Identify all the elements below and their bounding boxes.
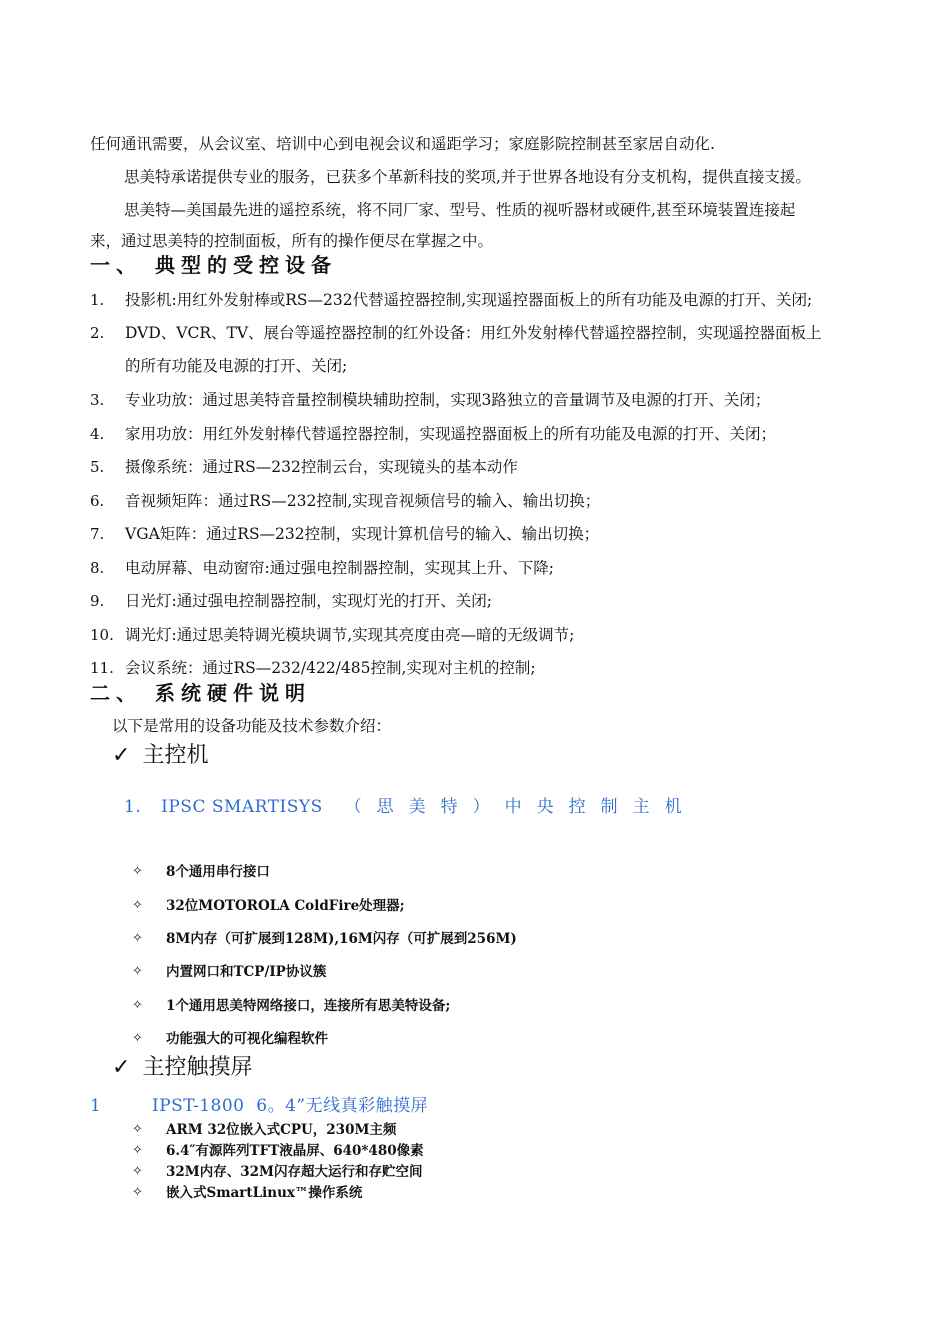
heading-text: 主控触摸屏 xyxy=(142,1055,253,1080)
item-text: VGA矩阵：通过RS—232控制，实现计算机信号的输入、输出切换； xyxy=(125,525,600,543)
item-text-continued: 的所有功能及电源的打开、关闭; xyxy=(125,357,348,375)
item-number: 11. xyxy=(90,659,114,677)
section-2-intro: 以下是常用的设备功能及技术参数介绍： xyxy=(112,717,392,735)
feature-text: 32位MOTOROLA ColdFire处理器; xyxy=(166,898,405,914)
touch-screen-model xyxy=(90,1094,429,1118)
feature-text: ARM 32位嵌入式CPU，230M主频 xyxy=(166,1122,397,1138)
feature-text: 嵌入式SmartLinux™操作系统 xyxy=(166,1185,363,1201)
item-number: 9. xyxy=(90,592,105,610)
item-text: 调光灯:通过思美特调光模块调节,实现其亮度由亮—暗的无级调节; xyxy=(125,626,575,644)
sparkle-bullet-icon: ✧ xyxy=(132,931,143,946)
item-text: 电动屏幕、电动窗帘:通过强电控制器控制，实现其上升、下降; xyxy=(125,559,554,577)
item-number: 8. xyxy=(90,559,105,577)
sparkle-bullet-icon: ✧ xyxy=(132,1122,143,1137)
heading-text: 主控机 xyxy=(142,743,209,768)
model-name: IPSC SMARTISYS xyxy=(161,797,323,817)
intro-line-1: 任何通讯需要，从会议室、培训中心到电视会议和遥距学习；家庭影院控制甚至家居自动化. xyxy=(90,135,715,153)
feature-text: 8M内存（可扩展到128M),16M闪存（可扩展到256M) xyxy=(166,931,517,947)
feature-text: 功能强大的可视化编程软件 xyxy=(166,1031,328,1047)
item-text: 专业功放：通过思美特音量控制模块辅助控制，实现3路独立的音量调节及电源的打开、关闭； xyxy=(125,391,771,409)
intro-line-3: 思美特—美国最先进的遥控系统，将不同厂家、型号、性质的视听器材或硬件,甚至环境装置连接起 xyxy=(124,201,796,219)
item-text: 音视频矩阵：通过RS—232控制,实现音视频信号的输入、输出切换； xyxy=(125,492,601,510)
checkmark-icon: ✓ xyxy=(112,1055,131,1080)
feature-text: 1个通用思美特网络接口，连接所有思美特设备; xyxy=(166,998,451,1014)
item-text: 会议系统：通过RS—232/422/485控制,实现对主机的控制; xyxy=(125,659,536,677)
feature-text: 6.4″有源阵列TFT液晶屏、640*480像素 xyxy=(166,1143,424,1159)
section-2-title: 二、 系统硬件说明 xyxy=(90,681,311,705)
intro-line-4: 来，通过思美特的控制面板，所有的操作便尽在掌握之中。 xyxy=(90,232,494,250)
main-controller-model xyxy=(124,795,697,819)
item-number: 10. xyxy=(90,626,114,644)
sparkle-bullet-icon: ✧ xyxy=(132,898,143,913)
model-number: 1 xyxy=(90,1096,102,1116)
item-number: 5. xyxy=(90,458,105,476)
item-number: 7. xyxy=(90,525,105,543)
feature-text: 8个通用串行接口 xyxy=(166,864,270,880)
model-number: 1. xyxy=(124,797,142,817)
section-1-title: 一、 典型的受控设备 xyxy=(90,253,337,277)
intro-line-2: 思美特承诺提供专业的服务，已获多个革新科技的奖项,并于世界各地设有分支机构，提供直接支援。 xyxy=(124,168,811,186)
model-description: （思美特）中央控制主机 xyxy=(344,797,697,817)
checkmark-icon: ✓ xyxy=(112,743,131,768)
sparkle-bullet-icon: ✧ xyxy=(132,1185,143,1200)
item-number: 2. xyxy=(90,324,105,342)
model-name: IPST-1800 6。4”无线真彩触摸屏 xyxy=(152,1096,429,1116)
sparkle-bullet-icon: ✧ xyxy=(132,1164,143,1179)
sparkle-bullet-icon: ✧ xyxy=(132,998,143,1013)
sparkle-bullet-icon: ✧ xyxy=(132,864,143,879)
feature-text: 内置网口和TCP/IP协议簇 xyxy=(166,964,327,980)
item-number: 4. xyxy=(90,425,105,443)
sparkle-bullet-icon: ✧ xyxy=(132,1143,143,1158)
item-number: 1. xyxy=(90,291,105,309)
feature-text: 32M内存、32M闪存超大运行和存贮空间 xyxy=(166,1164,423,1180)
item-text: 投影机:用红外发射棒或RS—232代替遥控器控制,实现遥控器面板上的所有功能及电源的打开、关闭; xyxy=(125,291,813,309)
item-text: 摄像系统：通过RS—232控制云台，实现镜头的基本动作 xyxy=(125,458,518,476)
item-text: 家用功放：用红外发射棒代替遥控器控制，实现遥控器面板上的所有功能及电源的打开、关闭； xyxy=(125,425,777,443)
main-controller-heading xyxy=(112,741,208,771)
item-text: 日光灯:通过强电控制器控制，实现灯光的打开、关闭; xyxy=(125,592,492,610)
sparkle-bullet-icon: ✧ xyxy=(132,1031,143,1046)
item-number: 6. xyxy=(90,492,105,510)
item-number: 3. xyxy=(90,391,105,409)
touch-screen-heading xyxy=(112,1053,252,1083)
item-text: DVD、VCR、TV、展台等遥控器控制的红外设备：用红外发射棒代替遥控器控制，实现遥控器面板上 xyxy=(125,324,822,342)
sparkle-bullet-icon: ✧ xyxy=(132,964,143,979)
